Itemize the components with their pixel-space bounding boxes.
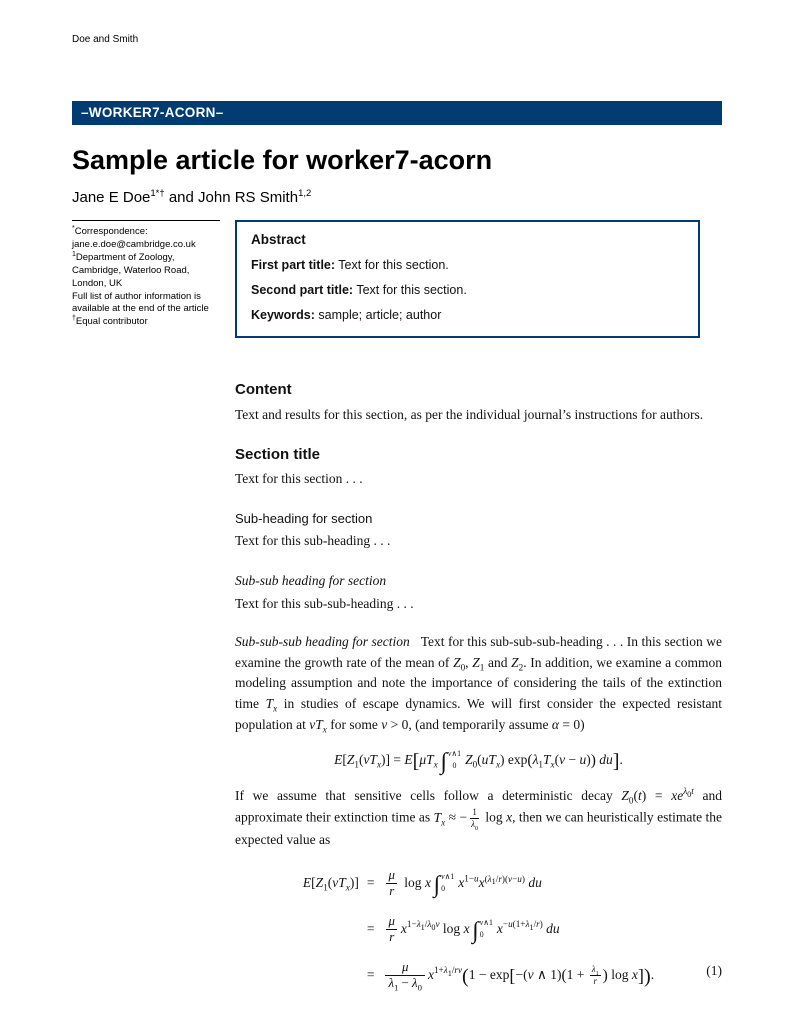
banner-text: –WORKER7-ACORN– xyxy=(81,105,224,120)
paragraph: If we assume that sensitive cells follow a deterministic decay $Z_0(t) = xe^{\lambda_0t}$ and approximate their extinction time as $T_x$ ≈ − $\frac{1}{\lambda_0}$ log x, then we can heuristically estimate the expected value as xyxy=(235,786,723,848)
sub-heading: Sub-heading for section xyxy=(235,510,373,526)
margin-notes xyxy=(72,220,220,998)
equal-contributor-note: †Equal contributor xyxy=(72,315,148,328)
two-column-area xyxy=(72,220,722,998)
paragraph: Text for this section . . . xyxy=(235,470,363,486)
affiliation-line: $^1$Department of Zoology, xyxy=(72,250,175,263)
paragraph: Text and results for this section, as per the individual journal’s instructions for authors. xyxy=(235,406,704,422)
abstract-item xyxy=(251,306,684,324)
equation-row xyxy=(303,861,654,907)
equation-lhs xyxy=(303,907,359,953)
equation-number: (1) xyxy=(706,963,722,979)
paragraph: Text for this sub-heading . . . xyxy=(235,532,391,548)
equation-lhs xyxy=(303,953,359,999)
abstract-item-label: Second part title: xyxy=(251,283,354,298)
display-equation: $E[Z_1(vT_x)] = E[\mu T_x$ ∫ v∧1 0 $Z_0(uT_x) \exp(\lambda_1T_x(v - u))$ du]. xyxy=(334,749,623,776)
correspondence-label: *Correspondence: xyxy=(72,224,148,237)
author-info-note: available at the end of the article xyxy=(72,303,209,315)
author-info-note: Full list of author information is xyxy=(72,290,201,302)
equation-relation: = xyxy=(366,967,375,982)
article-body xyxy=(235,378,722,998)
affiliation-line: London, UK xyxy=(72,277,123,289)
abstract-item-text: Text for this section. xyxy=(356,283,467,298)
article-title: Sample article for worker7-acorn xyxy=(72,145,493,175)
journal-banner xyxy=(72,101,722,125)
abstract-box xyxy=(235,220,700,338)
affiliation-line: Cambridge, Waterloo Road, xyxy=(72,264,190,276)
equation-lhs: $E[Z_1(vT_x)]$ xyxy=(302,875,359,894)
section-heading-content: Content xyxy=(235,381,292,399)
sub-sub-heading: Sub-sub heading for section xyxy=(235,572,387,588)
abstract-item xyxy=(251,281,684,299)
equation-rhs: $\frac{\mu}{r}$ $x^{1-\lambda_1/\lambda_0v}$ log x ∫ v∧1 0 $x^{-u(1+\lambda_1/r)}$ du xyxy=(382,907,654,953)
section-heading-title: Section title xyxy=(235,445,321,463)
paragraph: Text for this sub-sub-heading . . . xyxy=(235,595,414,611)
equation-relation: = xyxy=(366,875,375,891)
sub-sub-sub-heading: Sub-sub-sub heading for section xyxy=(235,633,410,649)
abstract-item xyxy=(251,256,684,274)
correspondence-email: jane.e.doe@cambridge.co.uk xyxy=(72,238,196,250)
equation-relation: = xyxy=(366,921,375,937)
abstract-item-label: Keywords: xyxy=(251,308,315,323)
authors-line: Jane E Doe$^{1*\dagger}$ and John RS Smith$^{1,2}$ xyxy=(72,188,312,206)
equation-array xyxy=(303,861,654,998)
equation-rhs: $\frac{\mu}{r}$ log x ∫ v∧1 0 $x^{1-u}x^{(\lambda_1/r)(v-u)}$ du xyxy=(382,861,654,907)
paragraph xyxy=(235,632,722,737)
abstract-item-label: First part title: xyxy=(251,258,336,272)
abstract-item-text: Text for this section. xyxy=(338,258,449,272)
abstract-heading: Abstract xyxy=(251,232,306,247)
main-column xyxy=(235,220,722,998)
paragraph-text: Text for this sub-sub-sub-heading . . . In this section we examine the growth rate of the mean of $Z_0$, $Z_1$ and $Z_2$. In addition, we examine a common modeling assumption and note the importance of considering the tails of the extinction time $T_x$ in studies of escape dynamics. We will first consider the expected resistant population at $vT_x$ for some v > 0, (and temporarily assume α = 0) xyxy=(235,633,723,735)
abstract-item-text: sample; article; author xyxy=(318,308,442,323)
equation-rhs: $\frac{\mu}{\lambda_1 - \lambda_0}$ $x^{1+\lambda_1/rv}(1 - \exp[-(v$ ∧ 1)(1 + $\frac{\lambda_1}{r}$ ) log x]). xyxy=(382,953,654,999)
equation-row xyxy=(303,907,654,953)
aligned-equations xyxy=(235,861,722,998)
running-head: Doe and Smith xyxy=(72,34,139,45)
equation-row xyxy=(303,953,654,999)
